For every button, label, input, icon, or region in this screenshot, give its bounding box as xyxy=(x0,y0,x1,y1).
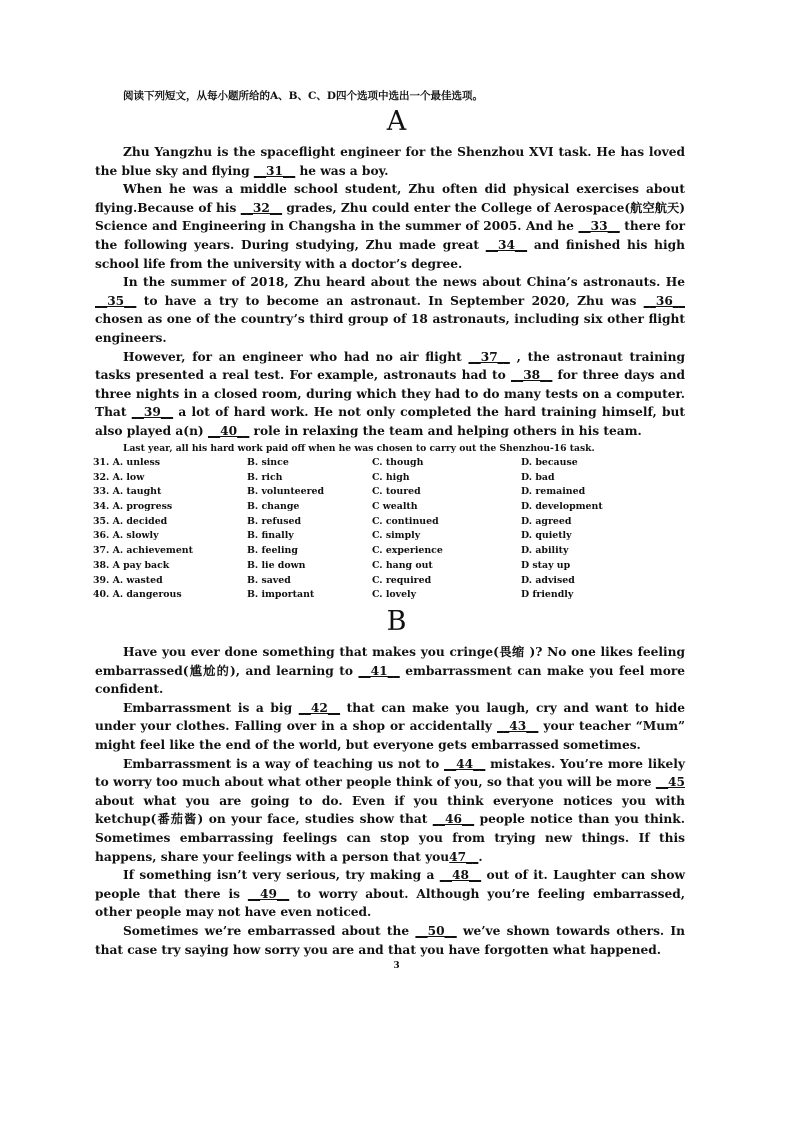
option-item: D. remained xyxy=(521,486,586,498)
passage-text: for three days and three nights in a closed room, during which they had to do many tests on a computer. That xyxy=(95,368,685,420)
option-item: D friendly xyxy=(521,589,574,601)
option-item: D. bad xyxy=(521,471,555,483)
section-b-paragraph-4 xyxy=(95,866,685,922)
answer-blank: __37__ xyxy=(468,349,510,364)
option-item: C. simply xyxy=(372,530,421,542)
answer-blank: __41__ xyxy=(358,663,400,678)
passage-text: embarrassment can make you feel more confident. xyxy=(95,663,686,697)
option-item: B. volunteered xyxy=(247,486,325,498)
answer-blank: __39__ xyxy=(131,405,174,420)
option-row xyxy=(93,457,713,472)
section-b-paragraph-2 xyxy=(95,699,685,755)
option-item: D. development xyxy=(521,501,603,513)
option-item: C. lovely xyxy=(372,589,417,601)
section-a-paragraph-2 xyxy=(95,180,685,273)
option-item: 36. A. slowly xyxy=(93,530,159,542)
option-row xyxy=(93,589,713,604)
passage-text: that can make you laugh, cry and want to hide under your clothes. Falling over in a shop or accidentally xyxy=(95,700,685,734)
option-item: B. refused xyxy=(247,515,302,527)
answer-blank: __31__ xyxy=(253,163,296,178)
option-item: D. advised xyxy=(521,574,575,586)
options-table xyxy=(93,457,713,604)
passage-text: Embarrassment is a big xyxy=(123,700,299,715)
answer-blank: __45 xyxy=(655,775,685,790)
option-row xyxy=(93,516,713,531)
section-b-heading: B xyxy=(386,606,407,637)
option-item: 32. A. low xyxy=(93,471,145,483)
answer-blank: __34__ xyxy=(485,237,528,252)
answer-blank: __44__ xyxy=(443,756,486,771)
passage-text: Have you ever done something that makes you cringe(畏缩 )? No one likes feeling embarrassed(尴尬的), and learning to xyxy=(95,645,685,678)
passage-text: your teacher “Mum” might feel like the end of the world, but everyone gets embarrassed sometimes. xyxy=(95,719,686,752)
option-item: C. experience xyxy=(372,545,443,557)
passage-text: people notice than you think. Sometimes embarrassing feelings can stop you from trying new things. If this happens, share your feelings with a person that you xyxy=(95,812,685,864)
option-item: B. important xyxy=(247,589,315,601)
option-item: 34. A. progress xyxy=(93,501,173,513)
option-item: C. required xyxy=(372,574,432,586)
option-item: C. hang out xyxy=(372,559,433,571)
section-b-paragraph-5 xyxy=(95,922,685,959)
option-row xyxy=(93,575,713,590)
section-b-paragraph-1 xyxy=(95,643,685,699)
option-item: C. toured xyxy=(372,486,421,498)
answer-blank: __36__ xyxy=(643,293,685,308)
answer-blank: 47__ xyxy=(449,849,479,864)
passage-text: . xyxy=(478,849,483,864)
option-item: C wealth xyxy=(372,501,418,513)
option-item: D. ability xyxy=(521,545,569,557)
answer-blank: __49__ xyxy=(247,886,290,901)
passage-text: he was a boy. xyxy=(295,163,389,178)
option-item: C. high xyxy=(372,471,410,483)
option-item: D stay up xyxy=(521,559,571,571)
passage-text: However, for an engineer who had no air flight xyxy=(123,349,469,364)
option-row xyxy=(93,560,713,575)
option-item: D. agreed xyxy=(521,515,572,527)
option-row xyxy=(93,545,713,560)
passage-text: Zhu Yangzhu is the spaceflight engineer for the Shenzhou XVI task. He has loved the blue sky and flying xyxy=(95,145,685,178)
passage-text: there for the following years. During studying, Zhu made great xyxy=(95,219,685,252)
passage-text: If something isn’t very serious, try making a xyxy=(123,868,440,883)
section-b-passage xyxy=(95,643,685,959)
section-a-last-line: Last year, all his hard work paid off when he was chosen to carry out the Shenzhou-16 task. xyxy=(123,443,595,454)
option-row xyxy=(93,530,713,545)
option-item: 37. A. achievement xyxy=(93,545,193,557)
option-item: 40. A. dangerous xyxy=(93,589,182,601)
answer-blank: __48__ xyxy=(439,868,482,883)
passage-text: to have a try to become an astronaut. In September 2020, Zhu was xyxy=(136,293,644,308)
option-item: B. since xyxy=(247,457,289,468)
option-item: 38. A pay back xyxy=(93,559,170,571)
section-a-passage xyxy=(95,143,685,441)
option-item: D. quietly xyxy=(521,530,572,542)
option-item: 35. A. decided xyxy=(93,515,168,527)
passage-text: Sometimes we’re embarrassed about the xyxy=(123,923,416,938)
passage-text: and finished his high school life from the university with a doctor’s degree. xyxy=(95,237,685,271)
section-a-heading: A xyxy=(386,106,407,137)
option-item: B. lie down xyxy=(247,559,306,571)
answer-blank: __32__ xyxy=(240,200,283,215)
option-item: C. continued xyxy=(372,515,439,527)
option-item: 39. A. wasted xyxy=(93,574,163,586)
answer-blank: __33__ xyxy=(578,219,620,234)
page-number: 3 xyxy=(393,961,400,971)
passage-text: In the summer of 2018, Zhu heard about the news about China’s astronauts. He xyxy=(123,275,685,290)
option-item: B. rich xyxy=(247,471,283,483)
passage-text: chosen as one of the country’s third group of 18 astronauts, including six other flight engineers. xyxy=(95,312,685,345)
passage-text: When he was a middle school student, Zhu often did physical exercises about flying.Because of his xyxy=(95,182,685,215)
answer-blank: __35__ xyxy=(95,293,137,308)
option-item: 31. A. unless xyxy=(93,457,161,468)
option-row xyxy=(93,501,713,516)
section-a-paragraph-3 xyxy=(95,273,685,347)
passage-text: role in relaxing the team and helping others in his team. xyxy=(249,423,642,438)
passage-text: we’ve shown towards others. In that case try saying how sorry you are and that you have forgotten what happened. xyxy=(95,923,685,957)
section-b-paragraph-3 xyxy=(95,755,685,867)
passage-text: grades, Zhu could enter the College of Aerospace(航空航天) Science and Engineering in Changsha in the summer of 2005. And he xyxy=(95,200,685,234)
passage-text: mistakes. You’re more likely to worry too much about what other people think of you, so that you will be more xyxy=(95,756,685,790)
option-row xyxy=(93,486,713,501)
answer-blank: __40__ xyxy=(207,423,250,438)
answer-blank: __50__ xyxy=(415,923,457,938)
option-item: B. finally xyxy=(247,530,294,542)
option-item: C. though xyxy=(372,457,424,468)
passage-text: a lot of hard work. He not only completed the hard training himself, but also played a(n) xyxy=(95,405,686,438)
section-a-paragraph-4 xyxy=(95,348,685,441)
option-row xyxy=(93,472,713,487)
option-item: B. saved xyxy=(247,574,291,586)
passage-text: , the astronaut training tasks presented a real test. For example, astronauts had to xyxy=(95,349,685,383)
answer-blank: __38__ xyxy=(511,368,553,383)
answer-blank: __43__ xyxy=(497,719,539,734)
answer-blank: __42__ xyxy=(298,700,341,715)
section-a-paragraph-1 xyxy=(95,143,685,180)
passage-text: out of it. Laughter can show people that there is xyxy=(95,868,685,901)
option-item: B. feeling xyxy=(247,545,298,557)
option-item: 33. A. taught xyxy=(93,486,162,498)
passage-text: Embarrassment is a way of teaching us not to xyxy=(123,756,444,771)
option-item: B. change xyxy=(247,501,300,513)
passage-text: to worry about. Although you’re feeling embarrassed, other people may not have even noticed. xyxy=(95,886,685,920)
instruction-text: 阅读下列短文，从每小题所给的A、B、C、D四个选项中选出一个最佳选项。 xyxy=(123,90,483,102)
option-item: D. because xyxy=(521,457,578,468)
answer-blank: __46__ xyxy=(432,812,475,827)
passage-text: about what you are going to do. Even if you think everyone notices you with ketchup(番茄酱) on your face, studies show that xyxy=(95,793,685,827)
